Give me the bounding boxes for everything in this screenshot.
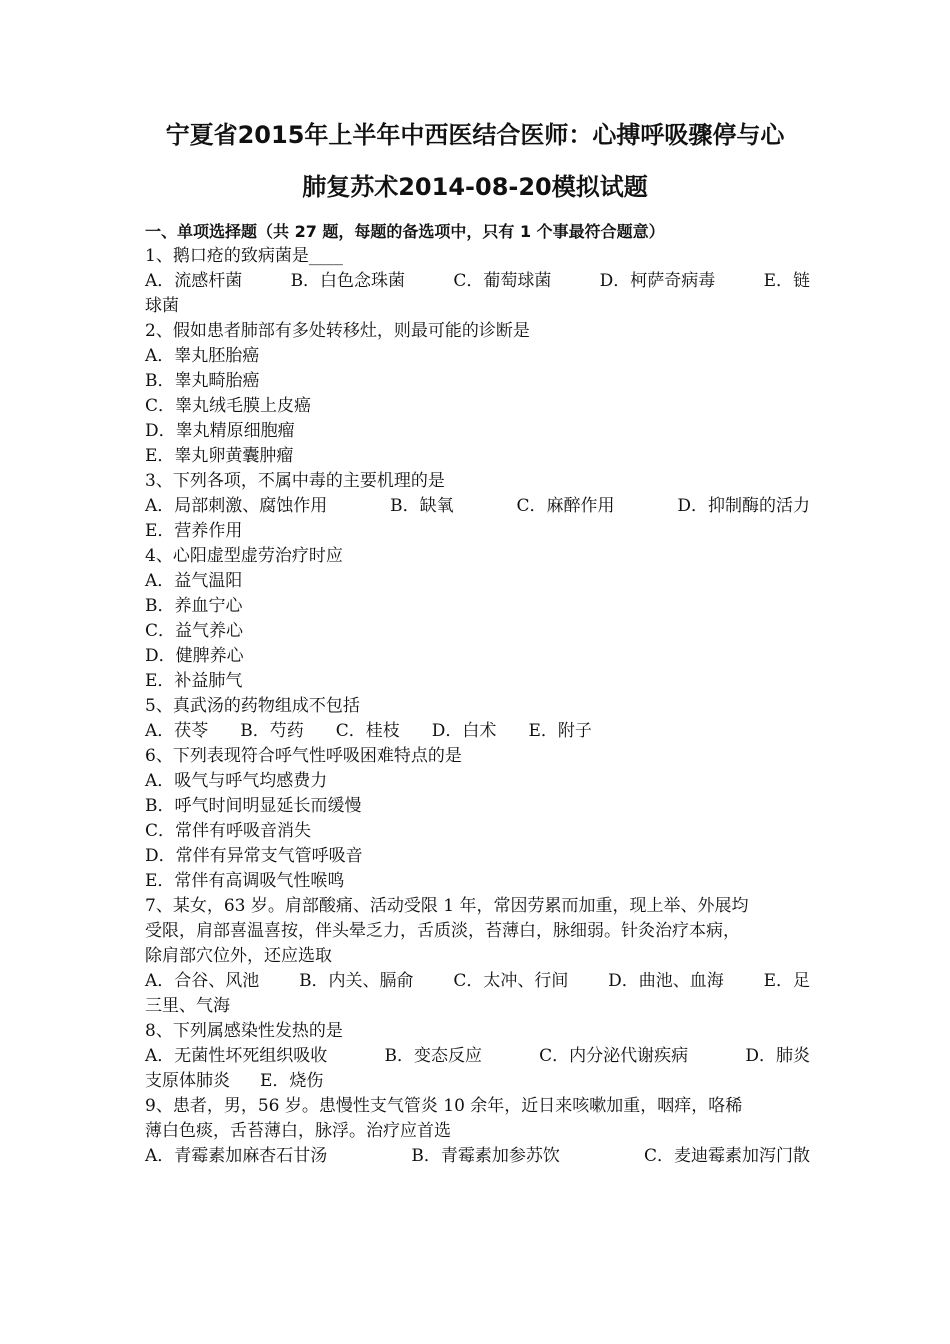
option-wrap: 三里、气海: [145, 996, 230, 1016]
option: C．内分泌代谢疾病: [539, 1046, 689, 1066]
section-heading: 一、单项选择题（共 27 题，每题的备选项中，只有 1 个事最符合题意）: [145, 222, 665, 241]
option: E．足: [763, 971, 810, 991]
option: E．补益肺气: [145, 671, 243, 691]
option: B．呼气时间明显延长而缓慢: [145, 796, 362, 816]
option: A．局部刺激、腐蚀作用: [145, 496, 328, 516]
option: A．益气温阳: [145, 571, 243, 591]
question-stem: 2、假如患者肺部有多处转移灶，则最可能的诊断是: [145, 321, 530, 341]
option-row: [145, 719, 810, 744]
option: B．白色念珠菌: [290, 271, 406, 291]
document-title-line2: 肺复苏术2014-08-20模拟试题: [302, 173, 648, 201]
option: A．合谷、风池: [145, 971, 260, 991]
option: D．睾丸精原细胞瘤: [145, 421, 295, 441]
option: B．芍药: [240, 721, 304, 741]
option-row: [145, 1069, 810, 1094]
option: C．桂枝: [335, 721, 400, 741]
option: A．吸气与呼气均感费力: [145, 771, 328, 791]
question-stem: 薄白色痰，舌苔薄白，脉浮。治疗应首选: [145, 1121, 451, 1141]
question-stem: 8、下列属感染性发热的是: [145, 1021, 343, 1041]
option: D．肺炎: [745, 1046, 810, 1066]
question-stem: 9、患者，男，56 岁。患慢性支气管炎 10 余年，近日来咳嗽加重，咽痒，咯稀: [145, 1096, 743, 1116]
option: E．常伴有高调吸气性喉鸣: [145, 871, 345, 891]
option: B．青霉素加参苏饮: [411, 1146, 560, 1166]
question-list: [145, 219, 810, 1169]
option-row: [145, 1144, 810, 1169]
option: A．青霉素加麻杏石甘汤: [145, 1146, 328, 1166]
option-wrap: 支原体肺炎: [145, 1071, 230, 1091]
question-stem: 3、下列各项，不属中毒的主要机理的是: [145, 471, 445, 491]
option: D．健脾养心: [145, 646, 244, 666]
document-title-line1: 宁夏省2015年上半年中西医结合医师：心搏呼吸骤停与心: [165, 121, 785, 149]
option: D．柯萨奇病毒: [599, 271, 716, 291]
option: B．睾丸畸胎癌: [145, 371, 260, 391]
question-stem: 除肩部穴位外，还应选取: [145, 946, 332, 966]
option: D．曲池、血海: [608, 971, 724, 991]
option-row: [145, 494, 810, 519]
option: D．抑制酶的活力: [677, 496, 810, 516]
option: B．缺氧: [390, 496, 454, 516]
option: E．烧伤: [260, 1071, 324, 1091]
option: A．流感杆菌: [145, 271, 243, 291]
option: E．链: [763, 271, 810, 291]
option: D．白术: [431, 721, 497, 741]
option: D．常伴有异常支气管呼吸音: [145, 846, 363, 866]
option: C．麻醉作用: [516, 496, 615, 516]
option: C．睾丸绒毛膜上皮癌: [145, 396, 312, 416]
option: C．常伴有呼吸音消失: [145, 821, 312, 841]
option: A．睾丸胚胎癌: [145, 346, 260, 366]
option-row: [145, 269, 810, 294]
option: C．益气养心: [145, 621, 244, 641]
question-stem: 5、真武汤的药物组成不包括: [145, 696, 360, 716]
question-stem: 6、下列表现符合呼气性呼吸困难特点的是: [145, 746, 462, 766]
option: C．葡萄球菌: [453, 271, 552, 291]
option: A．茯苓: [145, 721, 209, 741]
question-stem: 4、心阳虚型虚劳治疗时应: [145, 546, 343, 566]
option: B．变态反应: [384, 1046, 482, 1066]
option: C．太冲、行间: [453, 971, 569, 991]
question-stem: 受限，肩部喜温喜按，伴头晕乏力，舌质淡，苔薄白，脉细弱。针灸治疗本病，: [145, 921, 740, 941]
option-row: [145, 1044, 810, 1069]
option: B．养血宁心: [145, 596, 243, 616]
option: C．麦迪霉素加泻门散: [643, 1146, 810, 1166]
option-row: [145, 969, 810, 994]
option: E．睾丸卵黄囊肿瘤: [145, 446, 294, 466]
option: E．营养作用: [145, 521, 243, 541]
option-wrap: 球菌: [145, 296, 179, 316]
option: B．内关、膈俞: [299, 971, 414, 991]
question-stem: 1、鹅口疮的致病菌是____: [145, 246, 343, 266]
question-stem: 7、某女，63 岁。肩部酸痛、活动受限 1 年，常因劳累而加重，现上举、外展均: [145, 896, 749, 916]
option: A．无菌性坏死组织吸收: [145, 1046, 328, 1066]
option: E．附子: [528, 721, 592, 741]
